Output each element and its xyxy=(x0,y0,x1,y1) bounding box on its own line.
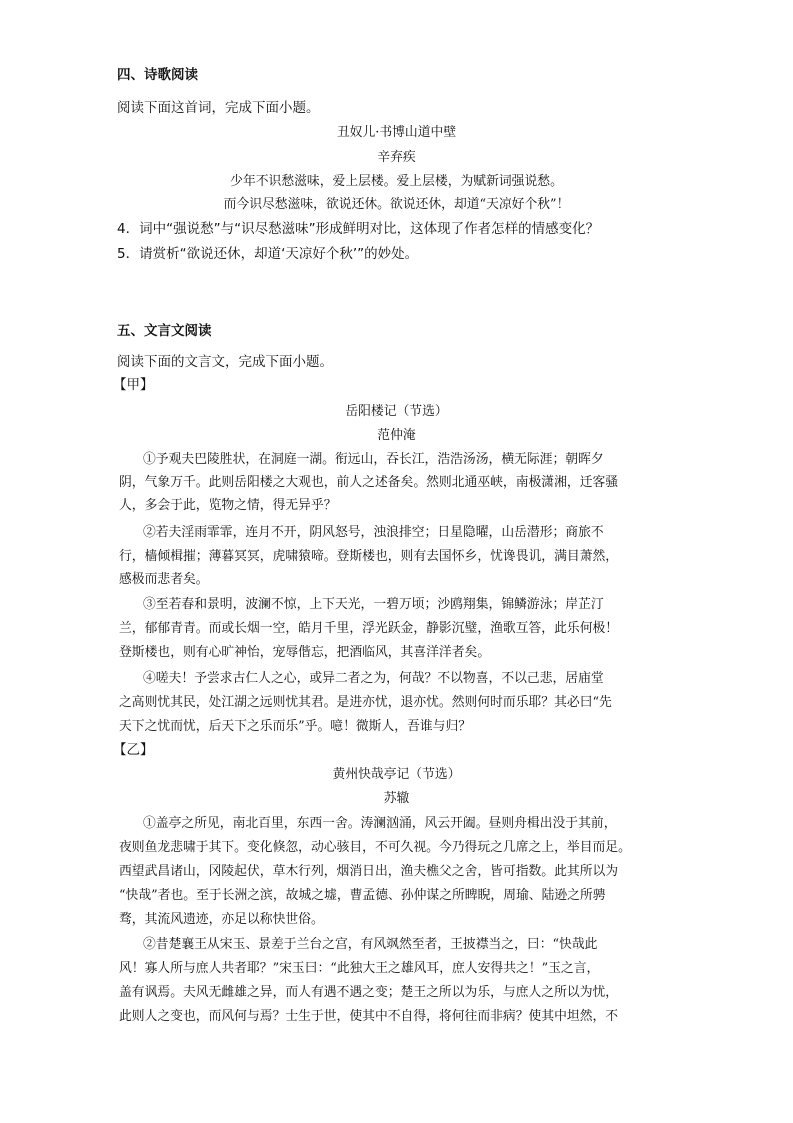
passage-yi-line: ①盖亭之所见，南北百里，东西一舍。涛澜汹涌，风云开阖。昼则舟楫出没于其前， xyxy=(143,816,617,831)
passage-yi-line: 盖有讽焉。夫风无雌雄之异，而人有遇不遇之变；楚王之所以为乐，与庶人之所以为忧， xyxy=(119,985,619,1000)
passage-yi-line: 夜则鱼龙悲啸于其下。变化倏忽，动心骇目，不可久视。今乃得玩之几席之上，举目而足。 xyxy=(119,840,631,855)
passage-jia-line: ②若夫淫雨霏霏，连月不开，阴风怒号，浊浪排空；日星隐曜，山岳潜形；商旅不 xyxy=(143,525,604,540)
passage-jia-line: 行，樯倾楫摧；薄暮冥冥，虎啸猿啼。登斯楼也，则有去国怀乡，忧谗畏讥，满目萧然， xyxy=(119,549,619,564)
poem-line: 而今识尽愁滋味，欲说还休。欲说还休，却道“天凉好个秋”！ xyxy=(223,197,570,212)
passage-yi-label: 【乙】 xyxy=(113,742,154,758)
passage-yi-line: ②昔楚襄王从宋玉、景差于兰台之宫，有风飒然至者，王披襟当之，曰：“快哉此 xyxy=(143,937,598,952)
passage-yi-title: 黄州快哉亭记（节选） xyxy=(332,767,461,782)
poem-line: 少年不识愁滋味，爱上层楼。爱上层楼，为赋新词强说愁。 xyxy=(230,174,563,189)
passage-jia-line: 之高则忧其民，处江湖之远则忧其君。是进亦忧，退亦忧。然则何时而乐耶？其必曰“先 xyxy=(119,695,612,710)
passage-yi-line: 风！寡人所与庶人共者耶？”宋玉曰：“此独大王之雄风耳，庶人安得共之！”玉之言， xyxy=(119,961,600,976)
section4-heading: 四、诗歌阅读 xyxy=(117,67,198,83)
passage-jia-line: 登斯楼也，则有心旷神怡，宠辱偕忘，把酒临风，其喜洋洋者矣。 xyxy=(119,645,491,660)
passage-jia-line: 天下之忧而忧，后天下之乐而乐”乎。噫！微斯人，吾谁与归？ xyxy=(119,719,472,734)
passage-jia-line: ①予观夫巴陵胜状，在洞庭一湖。衔远山，吞长江，浩浩汤汤，横无际涯；朝晖夕 xyxy=(143,452,604,467)
passage-yi-line: 西望武昌诸山，冈陵起伏，草木行列，烟消日出，渔夫樵父之舍，皆可指数。此其所以为 xyxy=(119,864,619,879)
passage-jia-title: 岳阳楼记（节选） xyxy=(345,404,448,419)
passage-jia-author: 范仲淹 xyxy=(377,428,416,443)
section5-instruction: 阅读下面的文言文，完成下面小题。 xyxy=(117,354,333,370)
passage-yi-author: 苏辙 xyxy=(383,791,410,806)
passage-yi-line: 此则人之变也，而风何与焉？士生于世，使其中不自得，将何往而非病？使其中坦然，不 xyxy=(119,1009,619,1024)
section4-instruction: 阅读下面这首词，完成下面小题。 xyxy=(117,100,320,116)
passage-jia-line: 兰，郁郁青青。而或长烟一空，皓月千里，浮光跃金，静影沉璧，渔歌互答，此乐何极！ xyxy=(119,621,619,636)
section5-heading: 五、文言文阅读 xyxy=(117,323,212,339)
poem-title: 丑奴儿·书博山道中壁 xyxy=(336,125,457,140)
passage-yi-line: 骛，其流风遗迹，亦足以称快世俗。 xyxy=(119,912,324,927)
passage-jia-line: 阴，气象万千。此则岳阳楼之大观也，前人之述备矣。然则北通巫峡，南极潇湘，迁客骚 xyxy=(119,475,619,490)
passage-jia-line: 人，多会于此，览物之情，得无异乎？ xyxy=(119,498,337,513)
passage-jia-line: ③至若春和景明，波澜不惊，上下天光，一碧万顷；沙鸥翔集，锦鳞游泳；岸芷汀 xyxy=(143,597,604,612)
passage-yi-line: “快哉”者也。至于长洲之滨，故城之墟，曹孟德、孙仲谋之所睥睨，周瑜、陆逊之所骋 xyxy=(119,888,606,903)
question-4: 4．词中“强说愁”与“识尽愁滋味”形成鲜明对比，这体现了作者怎样的情感变化？ xyxy=(117,221,600,237)
passage-jia-line: ④嗟夫！予尝求古仁人之心，或异二者之为，何哉？不以物喜，不以己悲，居庙堂 xyxy=(143,671,604,686)
poem-author: 辛弃疾 xyxy=(377,150,416,165)
passage-jia-label: 【甲】 xyxy=(113,377,154,393)
passage-jia-line: 感极而悲者矣。 xyxy=(119,572,209,587)
question-5: 5．请赏析“欲说还休，却道‘天凉好个秋’”的妙处。 xyxy=(117,246,419,262)
